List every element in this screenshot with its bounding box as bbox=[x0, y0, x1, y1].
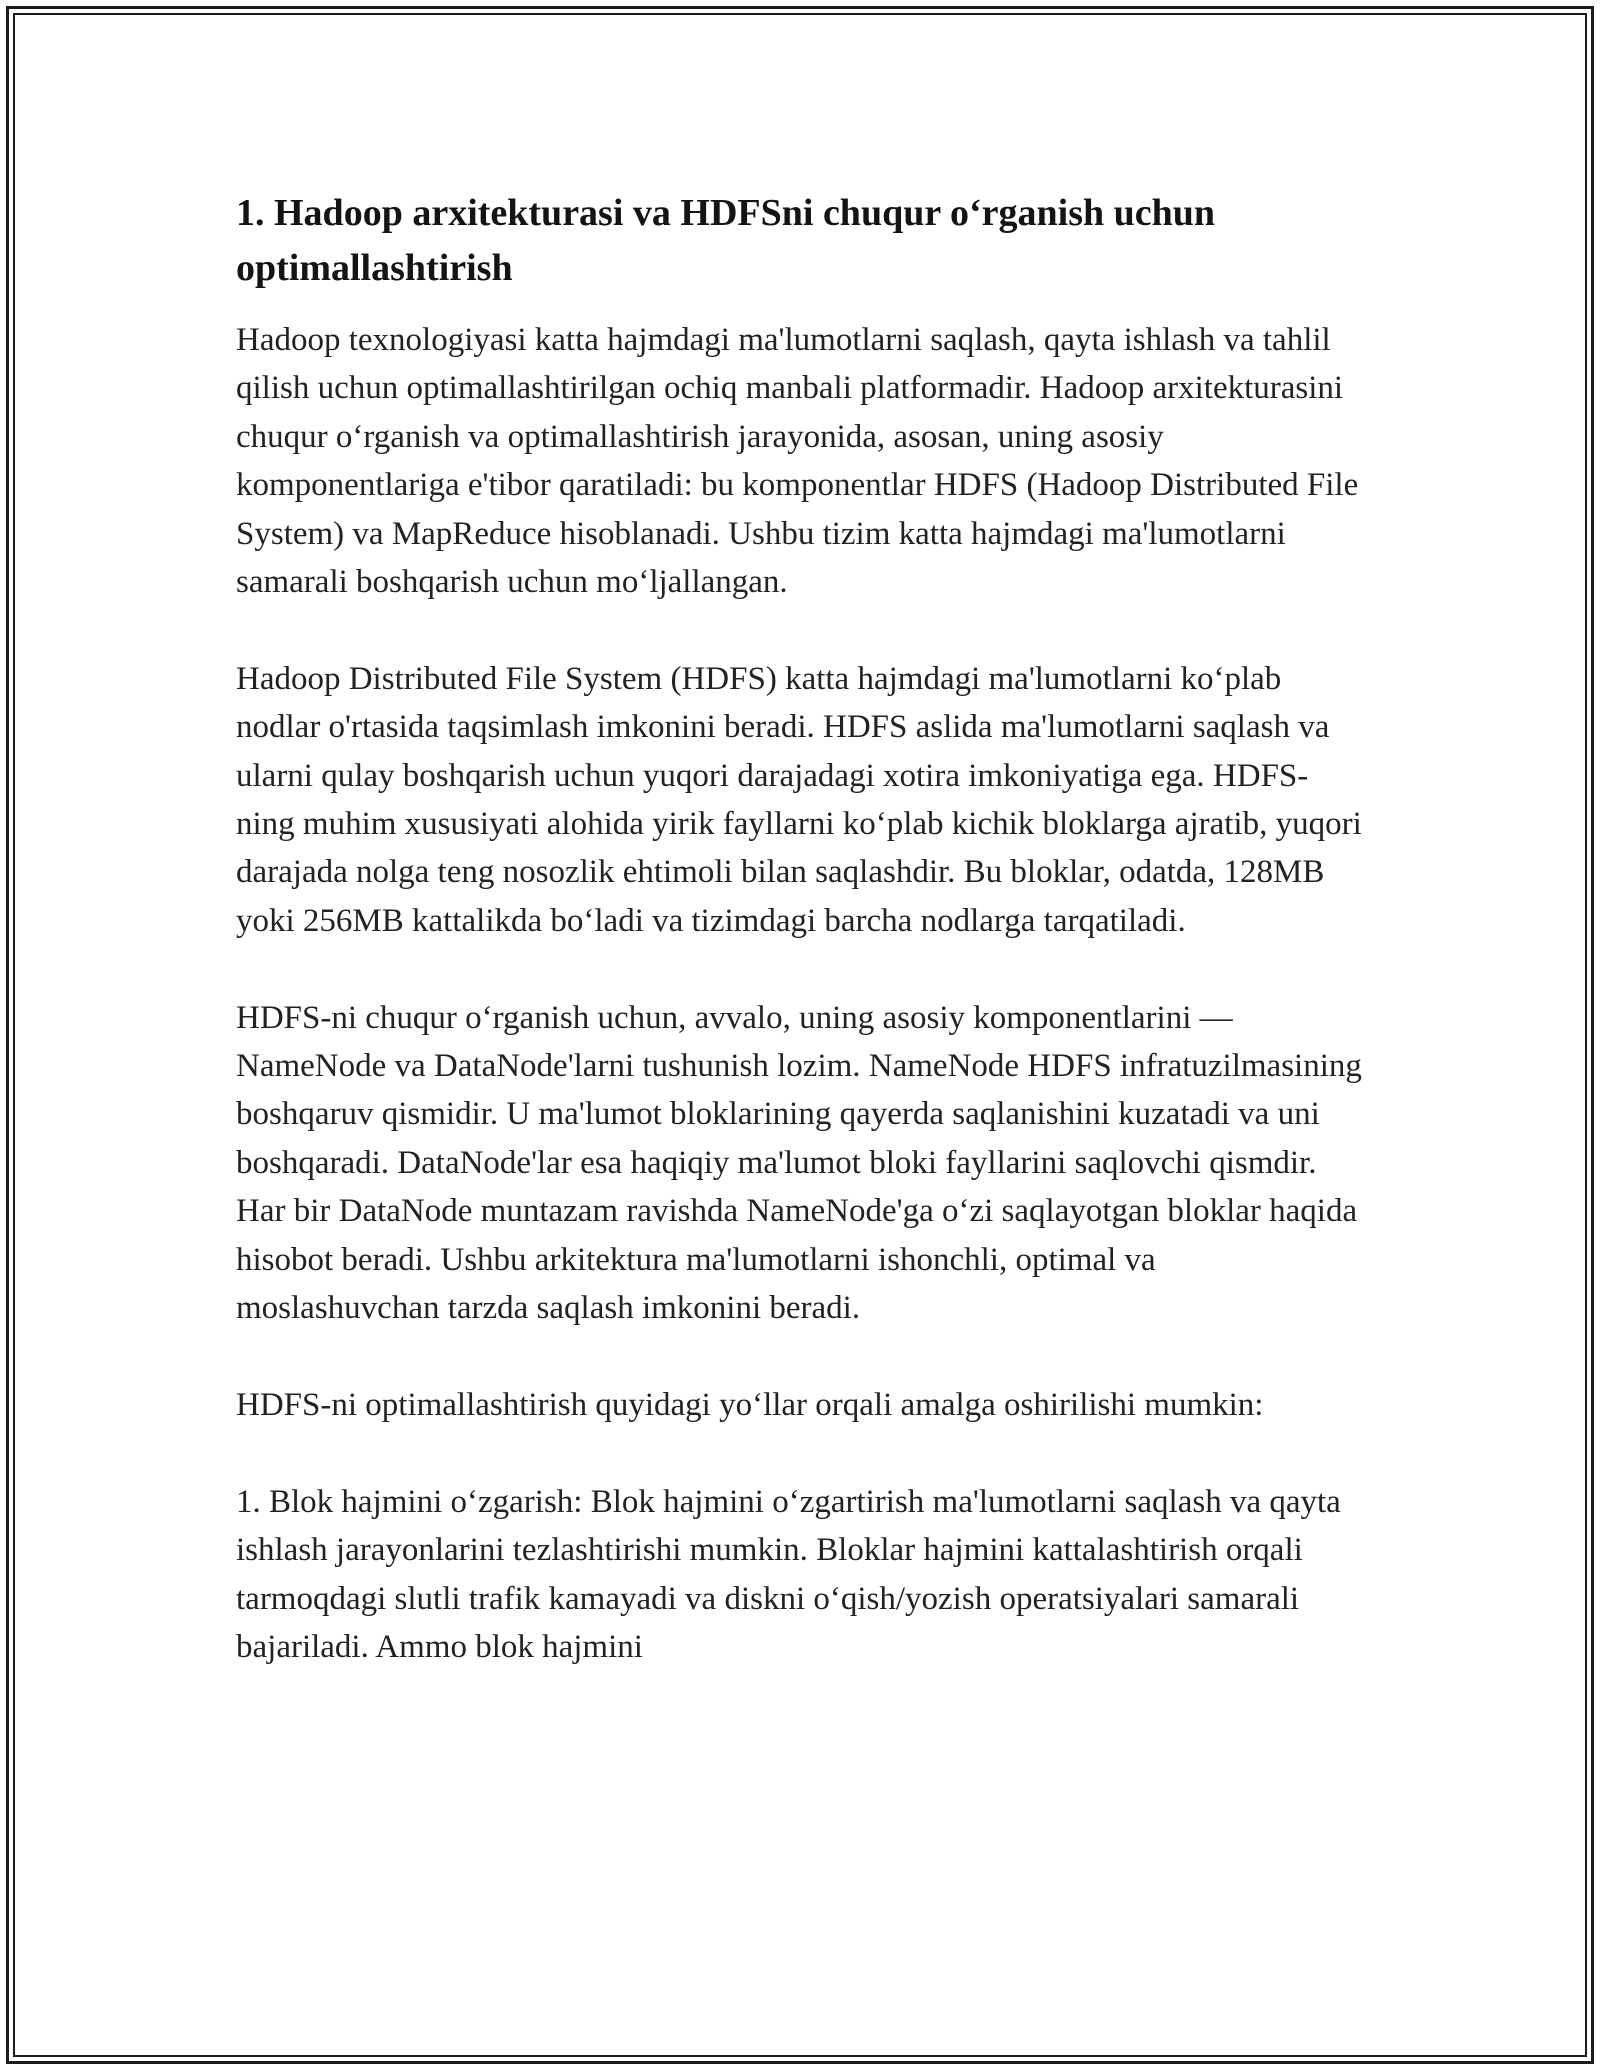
paragraph-block-size: 1. Blok hajmini o‘zgarish: Blok hajmini o‘zgartirish ma'lumotlarni saqlash va qayta ishlash jarayonlarini tezlashtirishi mumkin. Bloklar hajmini kattalashtirish orqali tarmoqdagi slutli trafik kamayadi va diskni o‘qish/yozish operatsiyalari samarali bajariladi. Ammo blok hajmini bbox=[236, 1483, 1341, 1665]
paragraph-hdfs-overview: Hadoop Distributed File System (HDFS) katta hajmdagi ma'lumotlarni ko‘plab nodlar o'rtasida taqsimlash imkonini beradi. HDFS aslida ma'lumotlarni saqlash va ularni qulay boshqarish uchun yuqori darajadagi xotira imkoniyatiga ega. HDFS-ning muhim xususiyati alohida yirik fayllarni ko‘plab kichik bloklarga ajratib, yuqori darajada nolga teng nosozlik ehtimoli bilan saqlashdir. Bu bloklar, odatda, 128MB yoki 256MB kattalikda bo‘ladi va tizimdagi barcha nodlarga tarqatiladi. bbox=[236, 660, 1362, 939]
paragraph-namenode-datanode: HDFS-ni chuqur o‘rganish uchun, avvalo, uning asosiy komponentlarini — NameNode va DataNode'larni tushunish lozim. NameNode HDFS infratuzilmasining boshqaruv qismidir. U ma'lumot bloklarining qayerda saqlanishini kuzatadi va uni boshqaradi. DataNode'lar esa haqiqiy ma'lumot bloki fayllarini saqlovchi qismdir. Har bir DataNode muntazam ravishda NameNode'ga o‘zi saqlayotgan bloklar haqida hisobot beradi. Ushbu arkitektura ma'lumotlarni ishonchli, optimal va moslashuvchan tarzda saqlash imkonini beradi. bbox=[236, 999, 1362, 1327]
document-body bbox=[236, 186, 1366, 1720]
paragraph-hadoop-intro: Hadoop texnologiyasi katta hajmdagi ma'lumotlarni saqlash, qayta ishlash va tahlil qilish uchun optimallashtirilgan ochiq manbali platformadir. Hadoop arxitekturasini chuqur o‘rganish va optimallashtirish jarayonida, asosan, uning asosiy komponentlariga e'tibor qaratiladi: bu komponentlar HDFS (Hadoop Distributed File System) va MapReduce hisoblanadi. Ushbu tizim katta hajmdagi ma'lumotlarni samarali boshqarish uchun mo‘ljallangan. bbox=[236, 322, 1359, 601]
paragraph-optimization-intro: HDFS-ni optimallashtirish quyidagi yo‘llar orqali amalga oshirilishi mumkin: bbox=[236, 1386, 1264, 1423]
document-title: 1. Hadoop arxitekturasi va HDFSni chuqur o‘rganish uchun optimallashtirish bbox=[236, 192, 1216, 289]
